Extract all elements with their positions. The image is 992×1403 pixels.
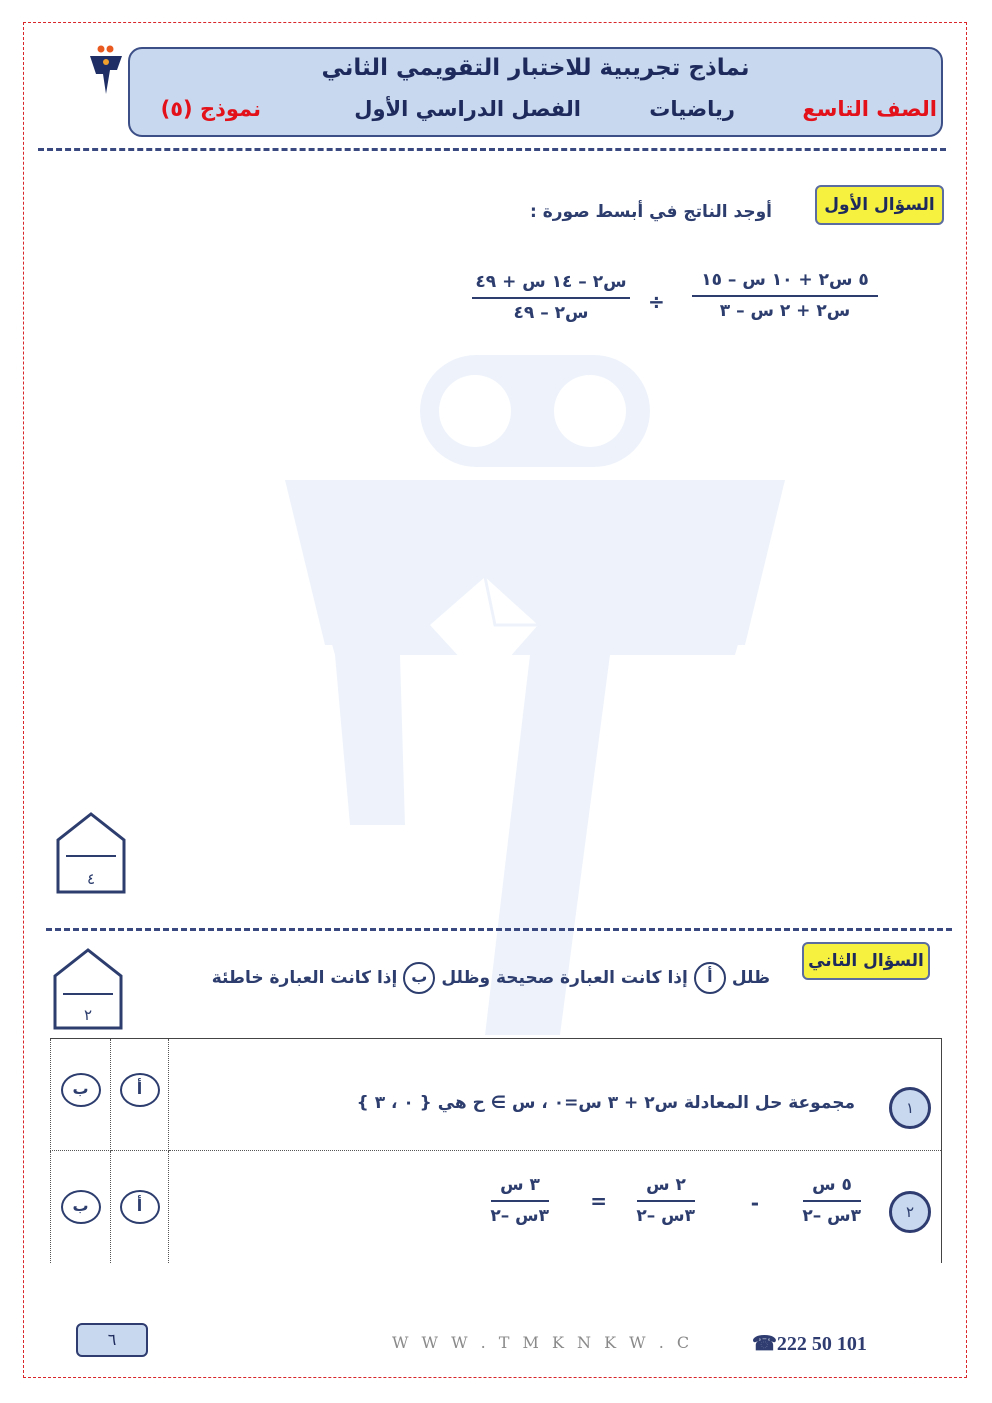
- option-a-sample: أ: [694, 962, 726, 994]
- header-box: [128, 47, 943, 137]
- statement-1: مجموعة حل المعادلة س٢ + ٣ س=٠ ، س ∋ ح هي { ٠ ، ٣ }: [356, 1093, 855, 1113]
- website-text: W W W . T M K N K W . C: [392, 1333, 694, 1352]
- option-b-cell[interactable]: [51, 1151, 111, 1263]
- fraction-numerator: ٥ س: [812, 1175, 852, 1195]
- page-number: ٦: [76, 1323, 148, 1357]
- grade-label: الصف التاسع: [802, 97, 937, 121]
- fraction-denominator: ٣س –٢: [490, 1206, 549, 1226]
- fraction-denominator: ٣س –٢: [802, 1206, 861, 1226]
- item-number-badge: ١: [889, 1087, 931, 1129]
- option-a-bubble[interactable]: أ: [120, 1190, 160, 1224]
- q1-frac1-numerator: ٥ س٢ + ١٠ س – ١٥: [701, 270, 869, 290]
- q1-label: السؤال الأول: [815, 185, 944, 225]
- statement-cell: [169, 1151, 942, 1263]
- option-b-bubble[interactable]: ب: [61, 1073, 101, 1107]
- phone-number: ☎222 50 101: [752, 1333, 867, 1355]
- q2-fraction-3: [491, 1175, 549, 1226]
- fraction-numerator: ٢ س: [646, 1175, 686, 1195]
- option-a-cell[interactable]: [111, 1151, 169, 1263]
- q1-fraction-2: [472, 272, 630, 323]
- option-a-cell[interactable]: [111, 1039, 169, 1151]
- option-b-bubble[interactable]: ب: [61, 1190, 101, 1224]
- table-row: [51, 1151, 942, 1263]
- semester-label: الفصل الدراسي الأول: [354, 97, 581, 121]
- section-divider: [46, 928, 952, 931]
- q2-score: ٢: [83, 1006, 93, 1024]
- equals-sign: =: [590, 1189, 607, 1213]
- q2-score-box: [53, 948, 123, 1030]
- minus-sign: -: [750, 1191, 759, 1215]
- model-label: نموذج (٥): [160, 97, 261, 121]
- q1-instruction: أوجد الناتج في أبسط صورة :: [530, 202, 772, 222]
- division-sign: ÷: [648, 290, 665, 314]
- table-row: [51, 1039, 942, 1151]
- q2-fraction-1: [803, 1175, 861, 1226]
- q2-instruction-part1: ظلل: [731, 968, 770, 988]
- q1-score-box: [56, 812, 126, 894]
- item-number-badge: ٢: [889, 1191, 931, 1233]
- option-b-cell[interactable]: [51, 1039, 111, 1151]
- option-b-sample: ب: [403, 962, 435, 994]
- q1-frac2-numerator: س٢ – ١٤ س + ٤٩: [475, 272, 627, 292]
- item-number-1: [889, 1087, 931, 1129]
- q2-table: [50, 1038, 942, 1263]
- q1-score: ٤: [86, 870, 96, 888]
- q2-instruction-part2: إذا كانت العبارة صحيحة وظلل: [441, 968, 688, 988]
- watermark-logo-icon: [280, 355, 790, 1035]
- subject-label: رياضيات: [649, 97, 735, 121]
- q1-fraction-1: [692, 270, 878, 321]
- q2-instruction-part3: إذا كانت العبارة خاطئة: [211, 968, 398, 988]
- header-divider: [38, 148, 946, 151]
- q2-fraction-2: [637, 1175, 695, 1226]
- item-number-2: [889, 1191, 931, 1233]
- fraction-numerator: ٣ س: [500, 1175, 540, 1195]
- q1-frac1-denominator: س٢ + ٢ س – ٣: [719, 301, 851, 321]
- statement-cell: [169, 1039, 942, 1151]
- q2-instruction: [212, 962, 770, 994]
- brand-logo-icon: [86, 44, 126, 96]
- fraction-denominator: ٣س –٢: [636, 1206, 695, 1226]
- q2-label: السؤال الثاني: [802, 942, 930, 980]
- option-a-bubble[interactable]: أ: [120, 1073, 160, 1107]
- q1-frac2-denominator: س٢ – ٤٩: [513, 303, 589, 323]
- header-title: نماذج تجريبية للاختبار التقويمي الثاني: [321, 55, 750, 81]
